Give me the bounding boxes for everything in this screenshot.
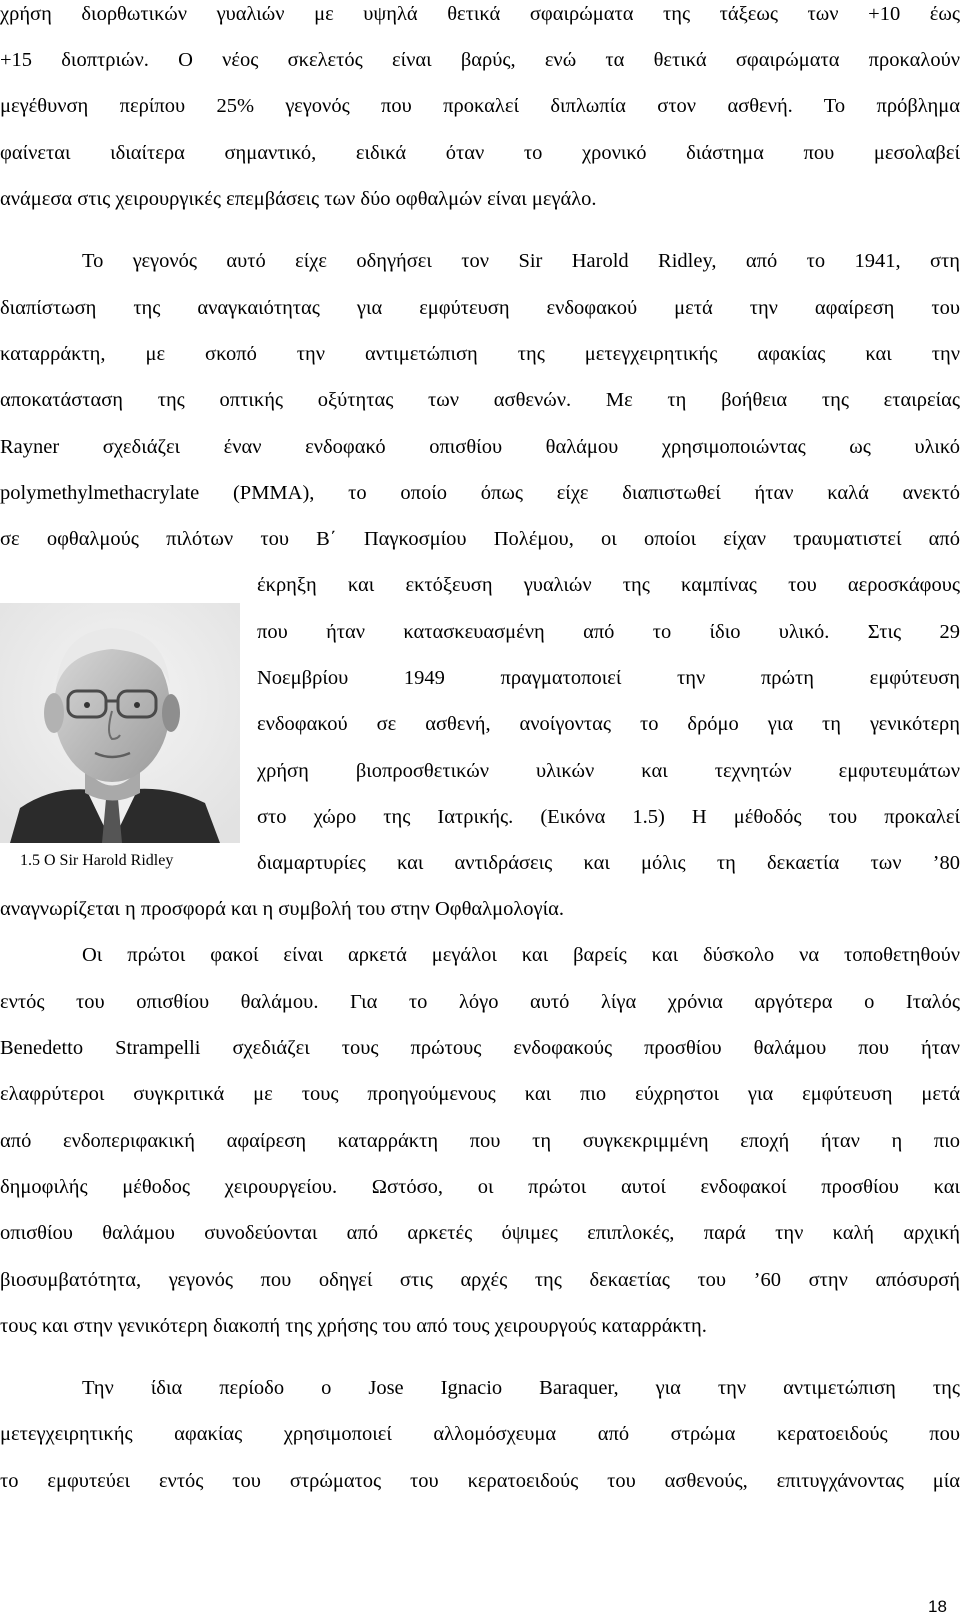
text-line: οπισθίου θαλάμου συνοδεύονται από αρκετές όψιμες επιπλοκές, παρά την καλή αρχική	[0, 1222, 960, 1244]
portrait-illustration	[0, 603, 240, 843]
text-line: μεγέθυνση περίπου 25% γεγονός που προκαλεί διπλωπία στον ασθενή. Το πρόβλημα	[0, 95, 960, 117]
text-line: σε οφθαλμούς πιλότων του Β΄ Παγκοσμίου Πολέμου, οι οποίοι είχαν τραυματιστεί από	[0, 528, 960, 550]
text-line: που ήταν κατασκευασμένη από το ίδιο υλικό. Στις 29	[257, 621, 960, 643]
text-line: Την ίδια περίοδο ο Jose Ignacio Baraquer, για την αντιμετώπιση της	[82, 1377, 960, 1399]
text-line: ανάμεσα στις χειρουργικές επεμβάσεις των δύο οφθαλμών είναι μεγάλο.	[0, 188, 597, 210]
text-line: εντός του οπισθίου θαλάμου. Για το λόγο αυτό λίγα χρόνια αργότερα ο Ιταλός	[0, 991, 960, 1013]
text-line: τους και στην γενικότερη διακοπή της χρήσης του από τους χειρουργούς καταρράκτη.	[0, 1315, 707, 1337]
text-line: Benedetto Strampelli σχεδιάζει τους πρώτους ενδοφακούς προσθίου θαλάμου που ήταν	[0, 1037, 960, 1059]
text-line: καταρράκτη, με σκοπό την αντιμετώπιση της μετεγχειρητικής αφακίας και την	[0, 343, 960, 365]
text-line: χρήση βιοπροσθετικών υλικών και τεχνητών εμφυτευμάτων	[257, 760, 960, 782]
text-line: διαπίστωση της αναγκαιότητας για εμφύτευση ενδοφακού μετά την αφαίρεση του	[0, 297, 960, 319]
text-line: χρήση διορθωτικών γυαλιών με υψηλά θετικά σφαιρώματα της τάξεως των +10 έως	[0, 3, 960, 25]
text-line: στο χώρο της Ιατρικής. (Εικόνα 1.5) Η μέθοδός του προκαλεί	[257, 806, 960, 828]
figure-caption: 1.5 Ο Sir Harold Ridley	[20, 852, 174, 869]
text-line: το εμφυτεύει εντός του στρώματος του κερατοειδούς του ασθενούς, επιτυγχάνοντας μία	[0, 1470, 960, 1492]
page-number: 18	[928, 1597, 947, 1616]
text-line: Rayner σχεδιάζει έναν ενδοφακό οπισθίου θαλάμου χρησιμοποιώντας ως υλικό	[0, 436, 960, 458]
text-line: μετεγχειρητικής αφακίας χρησιμοποιεί αλλομόσχευμα από στρώμα κερατοειδούς που	[0, 1423, 960, 1445]
text-line: αποκατάσταση της οπτικής οξύτητας των ασθενών. Με τη βοήθεια της εταιρείας	[0, 389, 960, 411]
text-line: Οι πρώτοι φακοί είναι αρκετά μεγάλοι και βαρείς και δύσκολο να τοποθετηθούν	[82, 944, 960, 966]
text-line: αναγνωρίζεται η προσφορά και η συμβολή του στην Οφθαλμολογία.	[0, 898, 564, 920]
text-line: βιοσυμβατότητα, γεγονός που οδηγεί στις αρχές της δεκαετίας του ’60 στην απόσυρσή	[0, 1269, 960, 1291]
text-line: ελαφρύτεροι συγκριτικά με τους προηγούμενους και πιο εύχρηστοι για εμφύτευση μετά	[0, 1083, 960, 1105]
portrait-photo	[0, 603, 240, 843]
text-line: Νοεμβρίου 1949 πραγματοποιεί την πρώτη εμφύτευση	[257, 667, 960, 689]
text-line: polymethylmethacrylate (PMMA), το οποίο όπως είχε διαπιστωθεί ήταν καλά ανεκτό	[0, 482, 960, 504]
text-line: δημοφιλής μέθοδος χειρουργείου. Ωστόσο, οι πρώτοι αυτοί ενδοφακοί προσθίου και	[0, 1176, 960, 1198]
text-line: +15 διοπτριών. Ο νέος σκελετός είναι βαρύς, ενώ τα θετικά σφαιρώματα προκαλούν	[0, 49, 960, 71]
text-line: διαμαρτυρίες και αντιδράσεις και μόλις τη δεκαετία των ’80	[257, 852, 960, 874]
text-line: έκρηξη και εκτόξευση γυαλιών της καμπίνας του αεροσκάφους	[257, 574, 960, 596]
text-line: φαίνεται ιδιαίτερα σημαντικό, ειδικά όταν το χρονικό διάστημα που μεσολαβεί	[0, 142, 960, 164]
text-line: ενδοφακού σε ασθενή, ανοίγοντας το δρόμο για τη γενικότερη	[257, 713, 960, 735]
text-line: από ενδοπεριφακική αφαίρεση καταρράκτη που τη συγκεκριμμένη εποχή ήταν η πιο	[0, 1130, 960, 1152]
text-line: Το γεγονός αυτό είχε οδηγήσει τον Sir Harold Ridley, από το 1941, στη	[82, 250, 960, 272]
